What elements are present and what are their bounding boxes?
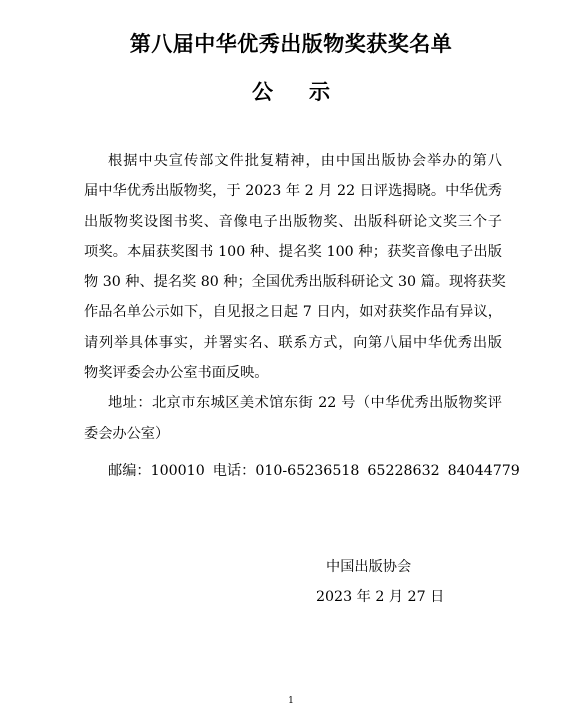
signature-date: 2023 年 2 月 27 日 <box>316 589 445 605</box>
subtitle-char-1: 公 <box>252 79 273 104</box>
phone-number-3: 84044779 <box>447 463 520 479</box>
signature-organization: 中国出版协会 <box>326 559 412 575</box>
phone-label: 电话： <box>212 463 256 479</box>
document-subtitle <box>0 76 582 106</box>
address-line-1: 地址：北京市东城区美术馆东街 22 号（中华优秀出版物奖评 <box>108 395 502 412</box>
contact-line <box>108 460 520 480</box>
document-title: 第八届中华优秀出版物奖获奖名单 <box>129 31 453 56</box>
announcement-line-4: 项奖。本届获奖图书 100 种、提名奖 100 种；获奖音像电子出版 <box>84 243 502 260</box>
announcement-line-3: 出版物奖设图书奖、音像电子出版物奖、出版科研论文奖三个子 <box>84 213 502 230</box>
announcement-line-5: 物 30 种、提名奖 80 种；全国优秀出版科研论文 30 篇。现将获奖 <box>84 274 506 291</box>
subtitle-char-2: 示 <box>309 79 330 104</box>
announcement-body <box>84 146 506 449</box>
announcement-line-8: 物奖评委会办公室书面反映。 <box>84 365 269 382</box>
phone-number-2: 65228632 <box>367 463 440 479</box>
phone-number-1: 010-65236518 <box>255 463 360 479</box>
announcement-line-6: 作品名单公示如下，自见报之日起 7 日内，如对获奖作品有异议， <box>84 304 502 321</box>
postcode: 邮编：100010 <box>108 463 205 479</box>
announcement-line-2: 届中华优秀出版物奖，于 2023 年 2 月 22 日评选揭晓。中华优秀 <box>84 183 502 200</box>
announcement-line-1: 根据中央宣传部文件批复精神，由中国出版协会举办的第八 <box>108 153 502 169</box>
address-line-2: 委会办公室） <box>84 425 170 442</box>
announcement-line-7: 请列举具体事实，并署实名、联系方式，向第八届中华优秀出版 <box>84 334 502 351</box>
page-number: 1 <box>288 696 294 706</box>
